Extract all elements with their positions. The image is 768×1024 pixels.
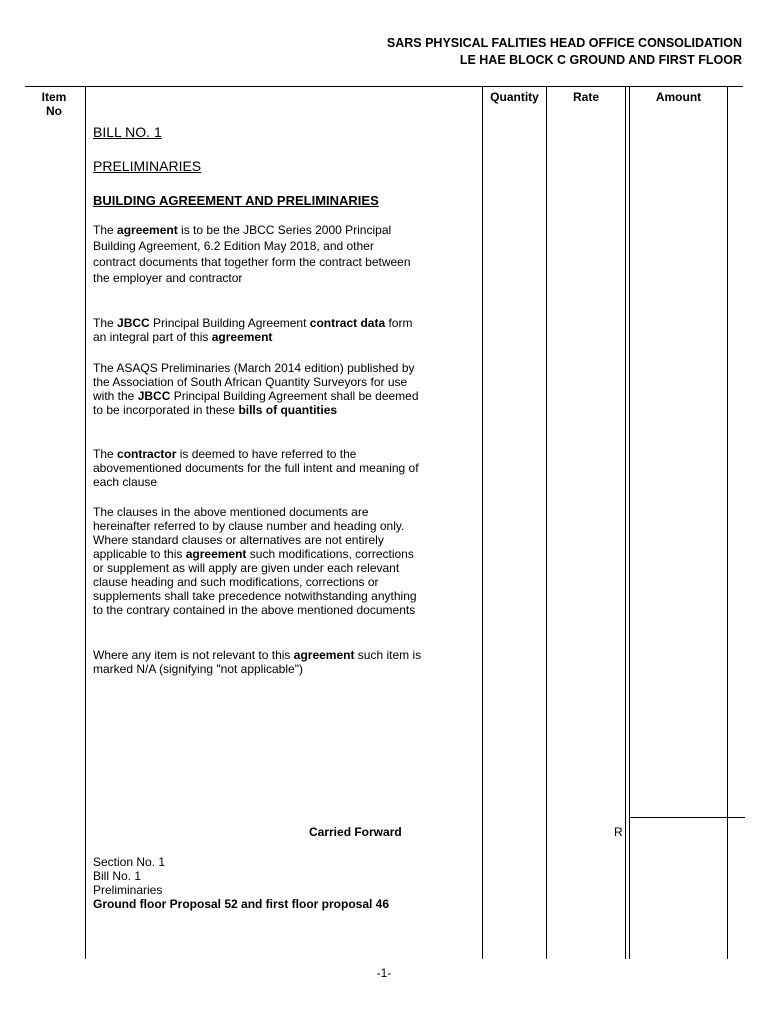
paragraph-contract-data: The JBCC Principal Building Agreement contract data form an integral part of this agreement: [93, 316, 413, 344]
section-subtitle: BUILDING AGREEMENT AND PRELIMINARIES: [93, 193, 379, 208]
rate-column-divider-right: [629, 86, 630, 959]
document-header: [387, 35, 742, 69]
paragraph-not-applicable: Where any item is not relevant to this agreement such item is marked N/A (signifying "not applicable"): [93, 648, 422, 676]
currency-symbol: R: [614, 825, 623, 839]
quantity-column-divider: [546, 86, 547, 959]
page-number: -1-: [376, 966, 392, 980]
proposal-note: Ground floor Proposal 52 and first floor proposal 46: [93, 897, 390, 911]
item-column-divider: [85, 86, 86, 959]
header-project-title: SARS PHYSICAL FALITIES HEAD OFFICE CONSOLIDATION: [386, 36, 742, 50]
table-top-rule: [25, 86, 743, 87]
paragraph-agreement: The agreement is to be the JBCC Series 2000 Principal Building Agreement, 6.2 Edition May 2018, and other contract documents that together form the contract between the employer and contractor: [93, 223, 411, 285]
amount-column-divider: [727, 86, 728, 959]
item-no-heading: Item No: [41, 90, 67, 118]
bill-number: BILL NO. 1: [93, 124, 162, 140]
rate-heading: Rate: [572, 90, 599, 104]
section-number: Section No. 1: [93, 855, 166, 869]
carried-forward-label: Carried Forward: [309, 825, 402, 839]
carried-forward-rule: [629, 817, 745, 818]
header-project-subtitle: LE HAE BLOCK C GROUND AND FIRST FLOOR: [459, 53, 742, 67]
amount-heading: Amount: [655, 90, 702, 104]
paragraph-clauses: The clauses in the above mentioned documents are hereinafter referred to by clause number and heading only. Where standard clauses or alternatives are not entirely applicable to this agreement such modifications, corrections or supplement as will apply are given under each relevant clause heading and such modifications, corrections or supplements shall take precedence notwithstanding anything to the contrary contained in the above mentioned documents: [93, 505, 417, 617]
bill-title: PRELIMINARIES: [93, 158, 202, 174]
section-footer: [93, 855, 389, 911]
description-column-divider: [482, 86, 483, 959]
quantity-heading: Quantity: [490, 90, 539, 104]
bill-number-footer: Bill No. 1: [93, 869, 142, 883]
bill-name-footer: Preliminaries: [93, 883, 163, 897]
paragraph-contractor: The contractor is deemed to have referred to the abovementioned documents for the full intent and meaning of each clause: [93, 447, 419, 489]
rate-column-divider-left: [625, 86, 626, 959]
paragraph-asaqs: The ASAQS Preliminaries (March 2014 edition) published by the Association of South African Quantity Surveyors for use with the JBCC Principal Building Agreement shall be deemed to be incorporated in these bills of quantities: [93, 361, 419, 417]
